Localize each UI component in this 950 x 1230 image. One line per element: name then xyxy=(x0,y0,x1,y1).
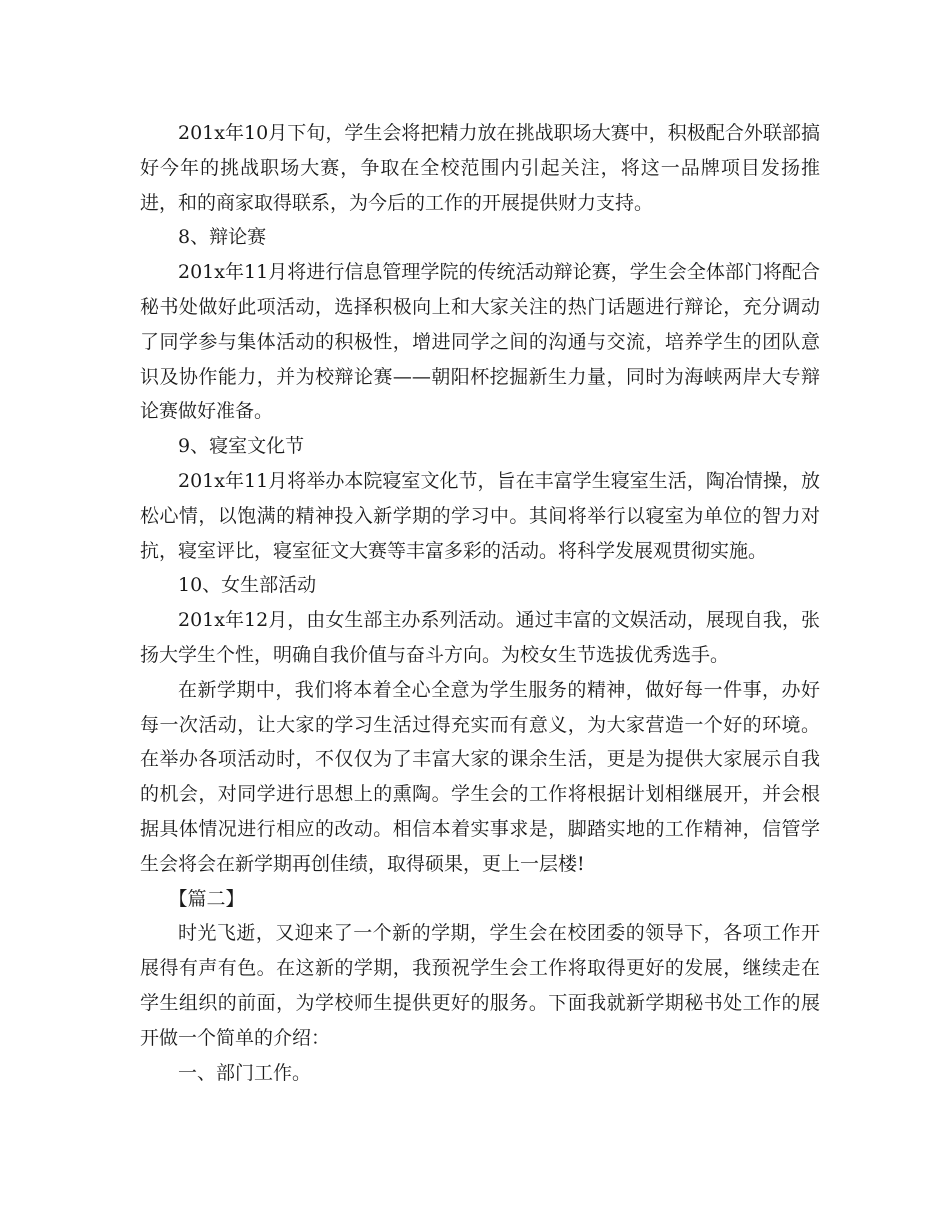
paragraph-girls-dept: 201x年12月，由女生部主办系列活动。通过丰富的文娱活动，展现自我，张扬大学生个性，明确自我价值与奋斗方向。为校女生节选拔优秀选手。 xyxy=(140,609,820,666)
part-two-heading: 【篇二】 xyxy=(168,887,245,910)
section-heading-girls-dept: 10、女生部活动 xyxy=(178,574,317,597)
paragraph-dorm-culture: 201x年11月将举办本院寝室文化节，旨在丰富学生寝室生活，陶冶情操，放松心情，以饱满的精神投入新学期的学习中。其间将举行以寝室为单位的智力对抗，寝室评比，寝室征文大赛等丰富多彩的活动。将科学发展观贯彻实施。 xyxy=(140,469,820,562)
paragraph-conclusion: 在新学期中，我们将本着全心全意为学生服务的精神，做好每一件事，办好每一次活动，让大家的学习生活过得充实而有意义，为大家营造一个好的环境。在举办各项活动时，不仅仅为了丰富大家的课余生活，更是为提供大家展示自我的机会，对同学进行思想上的熏陶。学生会的工作将根据计划相继展开，并会根据具体情况进行相应的改动。相信本着实事求是，脚踏实地的工作精神，信管学生会将会在新学期再创佳绩，取得硕果，更上一层楼! xyxy=(140,678,820,875)
section-heading-department-work: 一、部门工作。 xyxy=(178,1061,312,1084)
section-heading-debate: 8、辩论赛 xyxy=(178,226,267,249)
document-body xyxy=(140,116,820,1090)
paragraph-challenge-contest: 201x年10月下旬，学生会将把精力放在挑战职场大赛中，积极配合外联部搞好今年的挑战职场大赛，争取在全校范围内引起关注，将这一品牌项目发扬推进，和的商家取得联系，为今后的工作的开展提供财力支持。 xyxy=(140,122,820,214)
paragraph-debate: 201x年11月将进行信息管理学院的传统活动辩论赛，学生会全体部门将配合秘书处做好此项活动，选择积极向上和大家关注的热门话题进行辩论，充分调动了同学参与集体活动的积极性，增进同学之间的沟通与交流，培养学生的团队意识及协作能力，并为校辩论赛——朝阳杯挖掘新生力量，同时为海峡两岸大专辩论赛做好准备。 xyxy=(140,261,820,423)
paragraph-part-two-intro: 时光飞逝，又迎来了一个新的学期，学生会在校团委的领导下，各项工作开展得有声有色。在这新的学期，我预祝学生会工作将取得更好的发展，继续走在学生组织的前面，为学校师生提供更好的服务。下面我就新学期秘书处工作的展开做一个简单的介绍： xyxy=(140,922,820,1049)
section-heading-dorm-culture: 9、寝室文化节 xyxy=(178,435,305,458)
